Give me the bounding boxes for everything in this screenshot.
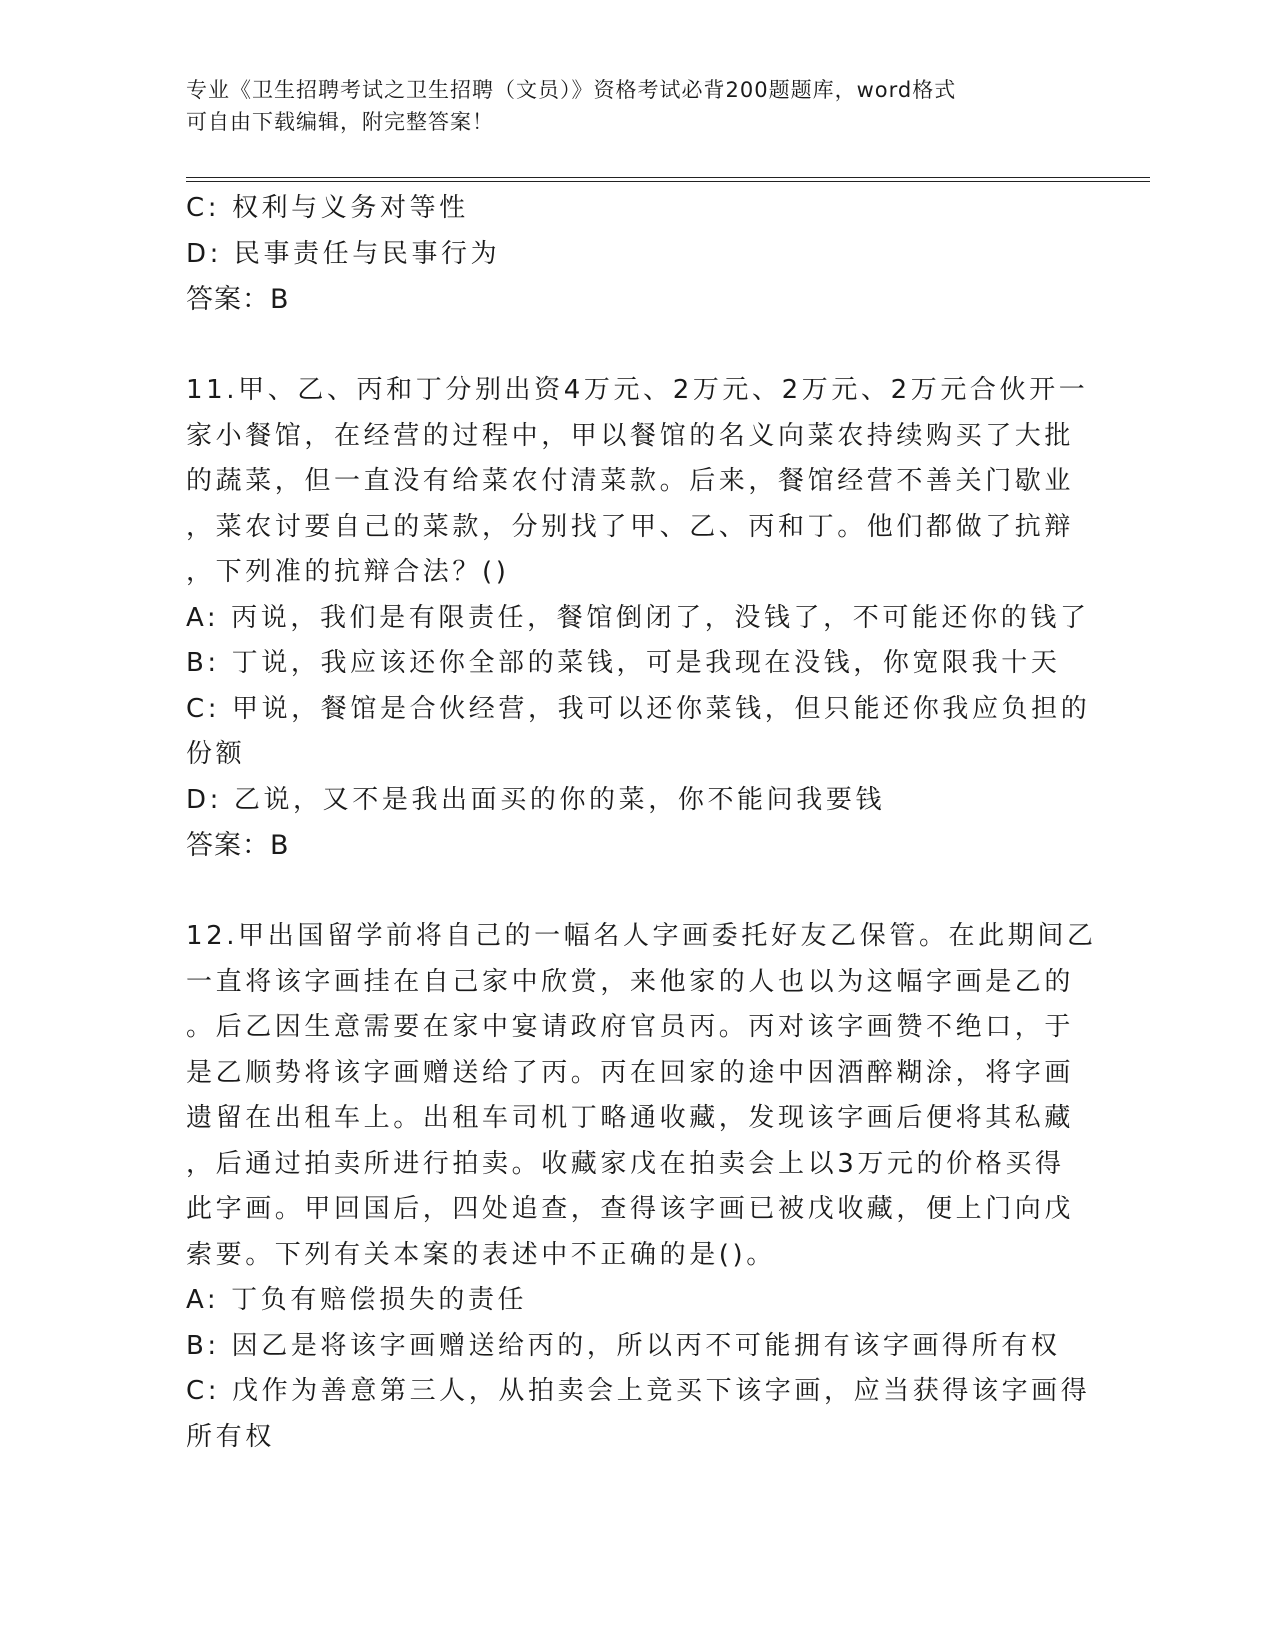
option-d: D: 民事责任与民事行为 (186, 238, 501, 269)
question-stem-line: 一直将该字画挂在自己家中欣赏，来他家的人也以为这幅字画是乙的 (186, 966, 1075, 997)
question-11 (186, 368, 1091, 869)
option-a: A: 丁负有赔偿损失的责任 (186, 1285, 528, 1315)
spacer (186, 869, 1086, 915)
question-stem-line: 遗留在出租车上。出租车司机丁略通收藏，发现该字画后便将其私藏 (186, 1103, 1075, 1133)
answer-line: 答案：B (186, 284, 290, 315)
option-c: C: 戊作为善意第三人，从拍卖会上竞买下该字画，应当获得该字画得 (186, 1376, 1091, 1406)
document-body (186, 186, 1097, 1460)
question-stem-line: 是乙顺势将该字画赠送给了丙。丙在回家的途中因酒醉糊涂，将字画 (186, 1057, 1075, 1088)
question-stem-line: 12.甲出国留学前将自己的一幅名人字画委托好友乙保管。在此期间乙 (186, 921, 1097, 951)
question-12 (186, 914, 1097, 1460)
option-b: B: 丁说，我应该还你全部的菜钱，可是我现在没钱，你宽限我十天 (186, 648, 1061, 678)
option-d: D: 乙说，又不是我出面买的你的菜，你不能问我要钱 (186, 784, 886, 815)
question-stem-line: 11.甲、乙、丙和丁分别出资4万元、2万元、2万元、2万元合伙开一 (186, 375, 1089, 405)
question-stem-line: ，菜农讨要自己的菜款，分别找了甲、乙、丙和丁。他们都做了抗辩 (186, 511, 1075, 542)
question-stem-line: 此字画。甲回国后，四处追查，查得该字画已被戊收藏，便上门向戊 (186, 1194, 1075, 1224)
option-c-continued: 份额 (186, 739, 246, 769)
question-stem-line: ，下列准的抗辩合法？() (186, 557, 510, 587)
document-header (186, 74, 1066, 138)
option-b: B: 因乙是将该字画赠送给丙的，所以丙不可能拥有该字画得所有权 (186, 1330, 1061, 1361)
option-c: C: 甲说，餐馆是合伙经营，我可以还你菜钱，但只能还你我应负担的 (186, 693, 1091, 724)
question-stem-line: 索要。下列有关本案的表述中不正确的是()。 (186, 1239, 776, 1270)
question-stem-line: 家小餐馆，在经营的过程中，甲以餐馆的名义向菜农持续购买了大批 (186, 420, 1075, 451)
header-divider (186, 177, 1150, 182)
answer-line: 答案：B (186, 830, 290, 861)
spacer (186, 323, 1086, 369)
question-stem-line: ，后通过拍卖所进行拍卖。收藏家戊在拍卖会上以3万元的价格买得 (186, 1148, 1065, 1179)
header-line-1: 专业《卫生招聘考试之卫生招聘（文员）》资格考试必背200题题库，word格式 (186, 78, 957, 102)
question-stem-line: 。后乙因生意需要在家中宴请政府官员丙。丙对该字画赞不绝口，于 (186, 1012, 1075, 1042)
option-c-continued: 所有权 (186, 1421, 275, 1452)
question-10-tail (186, 186, 1086, 323)
option-a: A: 丙说，我们是有限责任，餐馆倒闭了，没钱了，不可能还你的钱了 (186, 602, 1090, 633)
question-stem-line: 的蔬菜，但一直没有给菜农付清菜款。后来，餐馆经营不善关门歇业 (186, 466, 1075, 496)
option-c: C: 权利与义务对等性 (186, 193, 469, 223)
header-line-2: 可自由下载编辑，附完整答案！ (186, 110, 494, 134)
